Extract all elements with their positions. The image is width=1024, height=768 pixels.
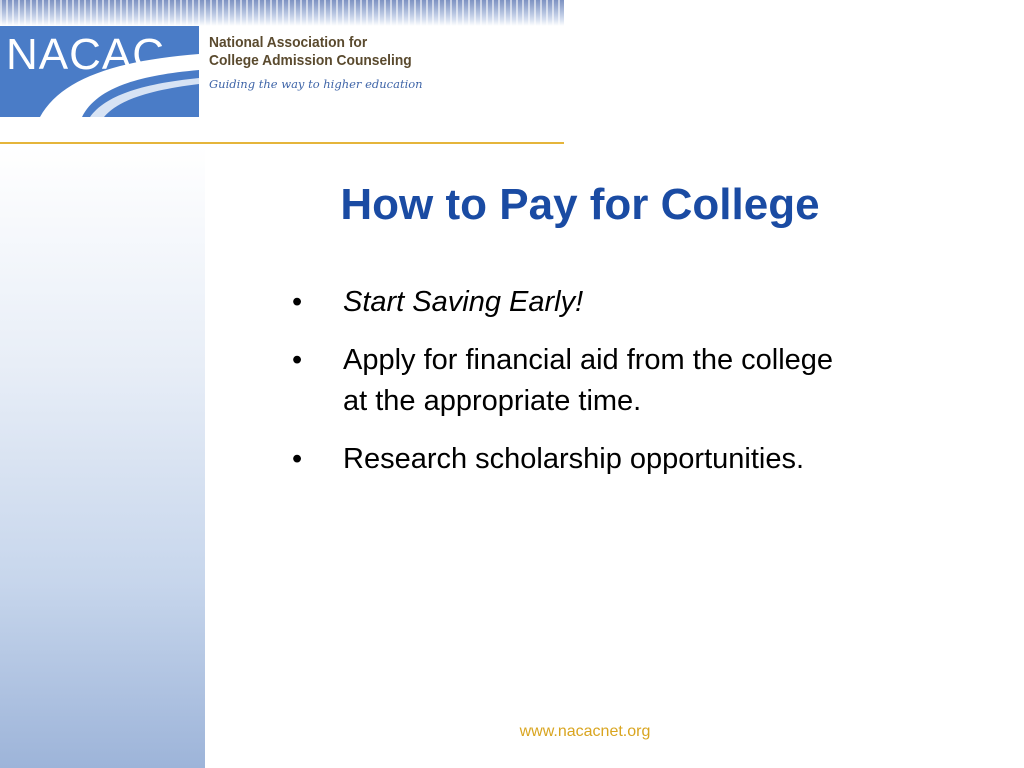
bullet-text: Start Saving Early! [343,286,584,318]
bullet-marker: • [292,344,303,376]
bullet-text: Apply for financial aid from the college at the appropriate time. [343,344,834,417]
logo-wordmark: NACAC [6,30,166,79]
header-divider [0,142,564,144]
side-gradient-panel [0,146,205,768]
nacac-logo [0,26,199,117]
bullet-item [292,340,852,422]
footer-url[interactable]: www.nacacnet.org [519,723,651,740]
organization-name [209,34,412,70]
bullet-item [292,282,852,323]
bullet-item [292,439,852,480]
header-stripe [0,0,564,26]
bullet-text: Research scholarship opportunities. [343,443,805,475]
org-name-line2: College Admission Counseling [209,52,412,69]
org-name-line1: National Association for [209,34,368,51]
header [0,0,564,144]
slide-title: How to Pay for College [340,180,820,229]
tagline: Guiding the way to higher education [209,77,423,91]
bullet-marker: • [292,443,303,475]
bullet-marker: • [292,286,303,318]
bullet-list [292,282,852,497]
